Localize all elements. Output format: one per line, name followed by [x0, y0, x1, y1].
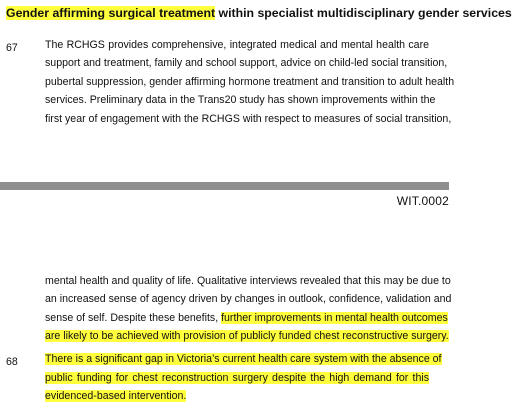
highlighted-text: are likely to be achieved with provision of publicly funded chest reconstructive surgery.: [45, 330, 449, 343]
highlighted-text: There is a significant gap in Victoria’s current health care system with the absence of: [45, 353, 442, 365]
heading-rest-text: within specialist multidisciplinary gender services: [215, 6, 512, 20]
paragraph-line: support and treatment, family and school support, advice on child-led social transition,: [45, 57, 448, 70]
section-heading: [6, 6, 512, 21]
heading-highlighted-text: Gender affirming surgical treatment: [6, 6, 216, 20]
paragraph-68: [45, 350, 442, 406]
paragraph-line: mental health and quality of life. Qualitative interviews revealed that this may be due to: [45, 275, 451, 287]
paragraph-line: [45, 369, 429, 388]
paragraph-number-68: 68: [6, 356, 18, 368]
paragraph-line: [45, 327, 449, 345]
plain-text: sense of self. Despite these benefits,: [45, 311, 222, 324]
paragraph-line: pubertal suppression, gender affirming hormone treatment and transition to adult health: [45, 75, 455, 88]
document-page-bottom: [0, 190, 452, 406]
highlighted-text: evidenced-based intervention.: [45, 390, 187, 403]
document-page-top: [0, 0, 512, 186]
paragraph-line: an increased sense of agency driven by changes in outlook, confidence, validation and: [45, 293, 452, 306]
document-code: WIT.0002: [396, 194, 449, 208]
paragraph-line: [45, 309, 448, 327]
paragraph-67-continued: [45, 272, 452, 346]
paragraph-line: first year of engagement with the RCHGS with respect to measures of social transition,: [45, 112, 452, 125]
paragraph-line: [45, 350, 442, 369]
paragraph-line: [45, 387, 429, 406]
paragraph-line: services. Preliminary data in the Trans20 study has shown improvements within the: [45, 94, 436, 107]
highlighted-text: public funding for chest reconstruction surgery despite the high demand for this: [45, 371, 429, 384]
paragraph-number-67: 67: [6, 42, 18, 54]
paragraph-67: [45, 36, 455, 128]
paragraph-line: The RCHGS provides comprehensive, integrated medical and mental health care: [45, 39, 429, 51]
page-divider: [0, 182, 449, 190]
highlighted-text: further improvements in mental health outcomes: [221, 311, 448, 324]
